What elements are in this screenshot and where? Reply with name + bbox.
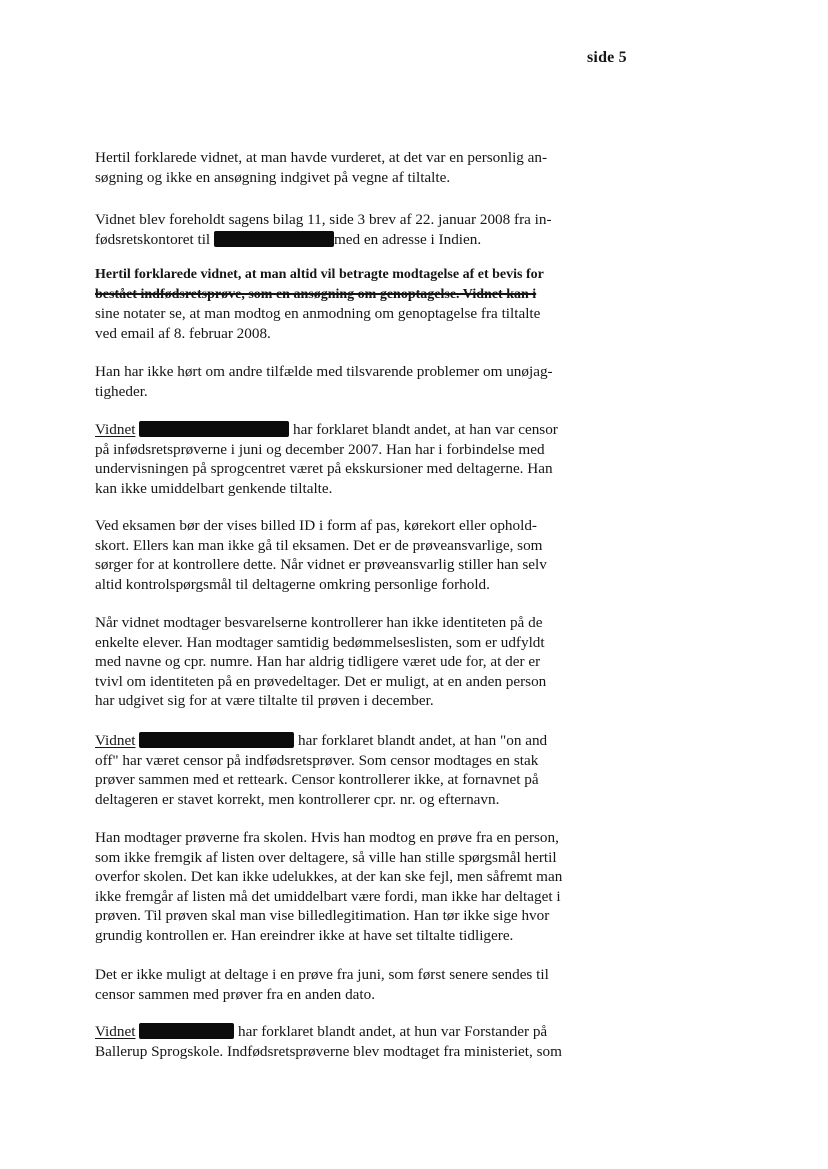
text-line: ikke fremgår af listen må det umiddelbart være fordi, man ikke har deltaget i	[95, 887, 561, 905]
text-line: grundig kontrollen er. Han ereindrer ikke at have set tiltalte tidligere.	[95, 926, 514, 944]
text-line: sørger for at kontrollere dette. Når vidnet er prøveansvarlig stiller han selv	[95, 556, 547, 573]
text-line: altid kontrolspørgsmål til deltagerne omkring personlige forhold.	[95, 575, 490, 593]
text-line: overfor skolen. Det kan ikke udelukkes, at der kan ske fejl, men såfremt man	[95, 868, 563, 885]
text-line: Hertil forklarede vidnet, at man altid vil betragte modtagelse af et bevis for	[95, 267, 544, 282]
text-line	[95, 230, 585, 250]
paragraph-1	[95, 148, 585, 187]
witness-label: Vidnet	[95, 1023, 136, 1040]
text-line	[95, 420, 585, 440]
paragraph-6	[95, 516, 585, 594]
text-fragment: fødsretskontoret til	[95, 230, 211, 248]
paragraph-9	[95, 828, 585, 945]
redaction-bar	[139, 421, 289, 437]
text-line: har udgivet sig for at være tiltalte til prøven i december.	[95, 692, 434, 709]
text-line: undervisningen på sprogcentret været på ekskursioner med deltagerne. Han	[95, 460, 553, 477]
text-line: prøver sammen med et retteark. Censor kontrollerer ikke, at fornavnet på	[95, 771, 539, 788]
text-line: som ikke fremgik af listen over deltagere, så ville han stille spørgsmål hertil	[95, 848, 557, 866]
paragraph-8	[95, 731, 585, 809]
text-line: på infødsretsprøverne i juni og december 2007. Han har i forbindelse med	[95, 440, 545, 458]
paragraph-4	[95, 362, 585, 401]
paragraph-2	[95, 210, 585, 249]
text-line: Det er ikke muligt at deltage i en prøve fra juni, som først senere sendes til	[95, 966, 549, 983]
text-line: tvivl om identiteten på en prøvedeltager. Det er muligt, at en anden person	[95, 672, 547, 690]
text-fragment: bestået indfødsretsprøve, som en ansøgning om genoptagelse. Vidnet kan i	[95, 286, 537, 302]
text-fragment: har forklaret blandt andet, at hun var Forstander på	[238, 1023, 548, 1040]
redaction-bar	[214, 231, 334, 247]
text-line: med navne og cpr. numre. Han har aldrig tidligere været ude for, at der er	[95, 653, 541, 670]
witness-label: Vidnet	[95, 421, 136, 438]
text-line: Han har ikke hørt om andre tilfælde med tilsvarende problemer om unøjag-	[95, 363, 553, 380]
text-line: enkelte elever. Han modtager samtidig bedømmelseslisten, som er udfyldt	[95, 633, 545, 651]
text-line: Hertil forklarede vidnet, at man havde vurderet, at det var en personlig an-	[95, 149, 548, 166]
paragraph-5	[95, 420, 585, 498]
text-line: sine notater se, at man modtog en anmodning om genoptagelse fra tiltalte	[95, 305, 541, 322]
text-line: censor sammen med prøver fra en anden dato.	[95, 985, 376, 1003]
redaction-bar	[139, 1023, 234, 1039]
paragraph-7	[95, 613, 585, 711]
paragraph-11	[95, 1022, 585, 1061]
text-line: Når vidnet modtager besvarelserne kontrollerer han ikke identiteten på de	[95, 614, 543, 631]
text-line: skort. Ellers kan man ikke gå til eksamen. Det er de prøveansvarlige, som	[95, 536, 543, 554]
redaction-bar	[139, 732, 294, 748]
text-line: Vidnet blev foreholdt sagens bilag 11, side 3 brev af 22. januar 2008 fra in-	[95, 211, 552, 228]
paragraph-10	[95, 965, 585, 1004]
text-line: prøven. Til prøven skal man vise billedlegitimation. Han tør ikke sige hvor	[95, 907, 550, 924]
witness-label: Vidnet	[95, 732, 136, 749]
text-line: Han modtager prøverne fra skolen. Hvis han modtog en prøve fra en person,	[95, 829, 559, 846]
text-line: tigheder.	[95, 382, 148, 400]
text-line: off" har været censor på indfødsretsprøver. Som censor modtages en stak	[95, 751, 539, 769]
text-fragment: har forklaret blandt andet, at han "on and	[298, 732, 548, 749]
page-number: side 5	[587, 49, 627, 66]
text-line: Ved eksamen bør der vises billed ID i form af pas, kørekort eller ophold-	[95, 517, 537, 534]
text-line	[95, 731, 585, 751]
text-fragment: med en adresse i Indien.	[333, 230, 482, 248]
text-line: kan ikke umiddelbart genkende tiltalte.	[95, 479, 333, 497]
text-line: søgning og ikke en ansøgning indgivet på vegne af tiltalte.	[95, 168, 451, 186]
text-line: deltageren er stavet korrekt, men kontrollerer cpr. nr. og efternavn.	[95, 790, 500, 808]
text-line: ved email af 8. februar 2008.	[95, 324, 271, 342]
text-line	[95, 285, 585, 305]
text-fragment: har forklaret blandt andet, at han var censor	[293, 421, 558, 438]
text-line	[95, 1022, 585, 1042]
text-line: Ballerup Sprogskole. Indfødsretsprøverne blev modtaget fra ministeriet, som	[95, 1042, 562, 1060]
paragraph-3	[95, 265, 585, 343]
